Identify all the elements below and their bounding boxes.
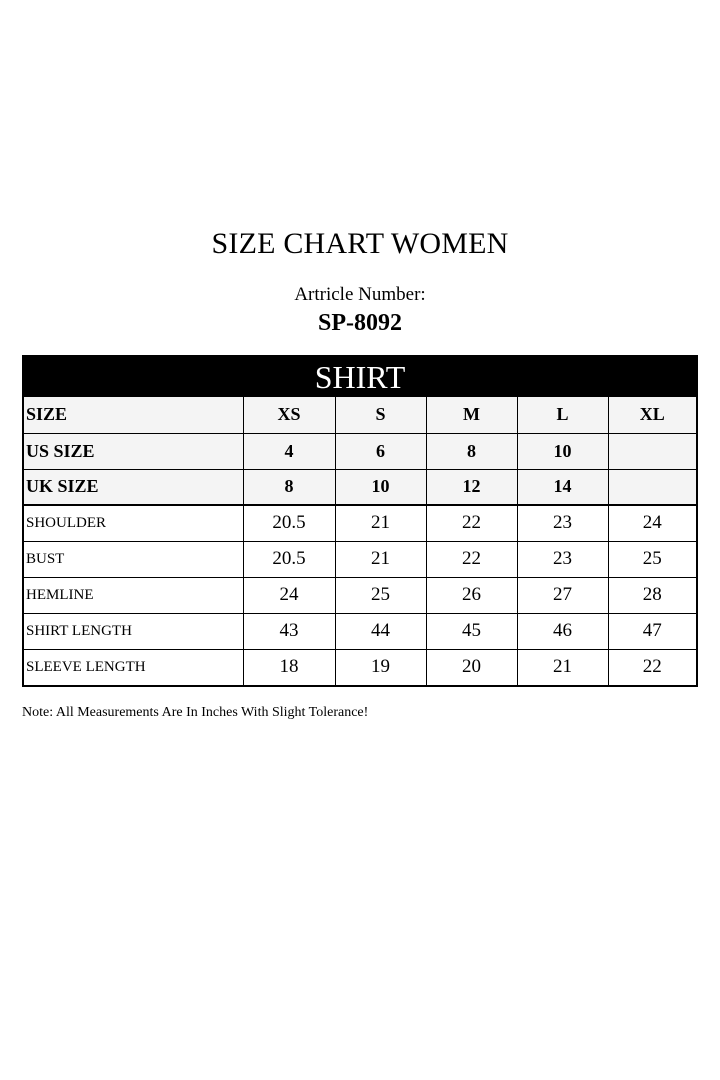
row-label: SHOULDER <box>24 505 243 541</box>
table-cell: 20.5 <box>243 505 335 541</box>
table-cell: 20 <box>426 649 517 685</box>
table-cell: 27 <box>517 577 608 613</box>
table-cell: M <box>426 397 517 433</box>
article-number: SP-8092 <box>318 310 402 336</box>
table-row <box>24 649 696 685</box>
table-cell: 10 <box>335 469 426 505</box>
size-chart <box>22 355 698 687</box>
table-cell: L <box>517 397 608 433</box>
table-row <box>24 613 696 649</box>
table-cell: 4 <box>243 433 335 469</box>
row-label: UK SIZE <box>24 469 243 505</box>
table-cell: 23 <box>517 505 608 541</box>
row-label: BUST <box>24 541 243 577</box>
row-label: SIZE <box>24 397 243 433</box>
row-label: SLEEVE LENGTH <box>24 649 243 685</box>
measurement-note: Note: All Measurements Are In Inches With Slight Tolerance! <box>22 705 369 720</box>
table-cell: 20.5 <box>243 541 335 577</box>
page-title: SIZE CHART WOMEN <box>211 227 509 260</box>
table-cell: 43 <box>243 613 335 649</box>
table-cell: 24 <box>243 577 335 613</box>
table-cell: 21 <box>335 541 426 577</box>
table-row <box>24 505 696 541</box>
table-cell: 26 <box>426 577 517 613</box>
section-header-shirt: SHIRT <box>24 357 696 397</box>
table-cell: 22 <box>426 541 517 577</box>
row-label: SHIRT LENGTH <box>24 613 243 649</box>
table-cell: 18 <box>243 649 335 685</box>
table-cell: 8 <box>426 433 517 469</box>
table-cell: 46 <box>517 613 608 649</box>
table-cell: 21 <box>517 649 608 685</box>
table-cell: 21 <box>335 505 426 541</box>
table-cell: 28 <box>608 577 696 613</box>
table-cell: 19 <box>335 649 426 685</box>
article-number-label: Artricle Number: <box>294 284 426 305</box>
table-cell: S <box>335 397 426 433</box>
table-cell: 25 <box>335 577 426 613</box>
table-cell: 23 <box>517 541 608 577</box>
table-row <box>24 469 696 505</box>
table-cell: 47 <box>608 613 696 649</box>
table-cell: 45 <box>426 613 517 649</box>
table-cell: 25 <box>608 541 696 577</box>
table-cell: 24 <box>608 505 696 541</box>
table-row <box>24 433 696 469</box>
table-row <box>24 397 696 433</box>
table-cell: 14 <box>517 469 608 505</box>
table-row <box>24 541 696 577</box>
table-cell: XS <box>243 397 335 433</box>
table-cell: 10 <box>517 433 608 469</box>
table-cell: 8 <box>243 469 335 505</box>
table-cell: 12 <box>426 469 517 505</box>
table-row <box>24 577 696 613</box>
row-label: US SIZE <box>24 433 243 469</box>
table-cell <box>608 469 696 505</box>
table-cell <box>608 433 696 469</box>
row-label: HEMLINE <box>24 577 243 613</box>
table-cell: 44 <box>335 613 426 649</box>
table-cell: 6 <box>335 433 426 469</box>
size-table <box>24 397 696 685</box>
table-cell: 22 <box>426 505 517 541</box>
table-cell: XL <box>608 397 696 433</box>
table-cell: 22 <box>608 649 696 685</box>
